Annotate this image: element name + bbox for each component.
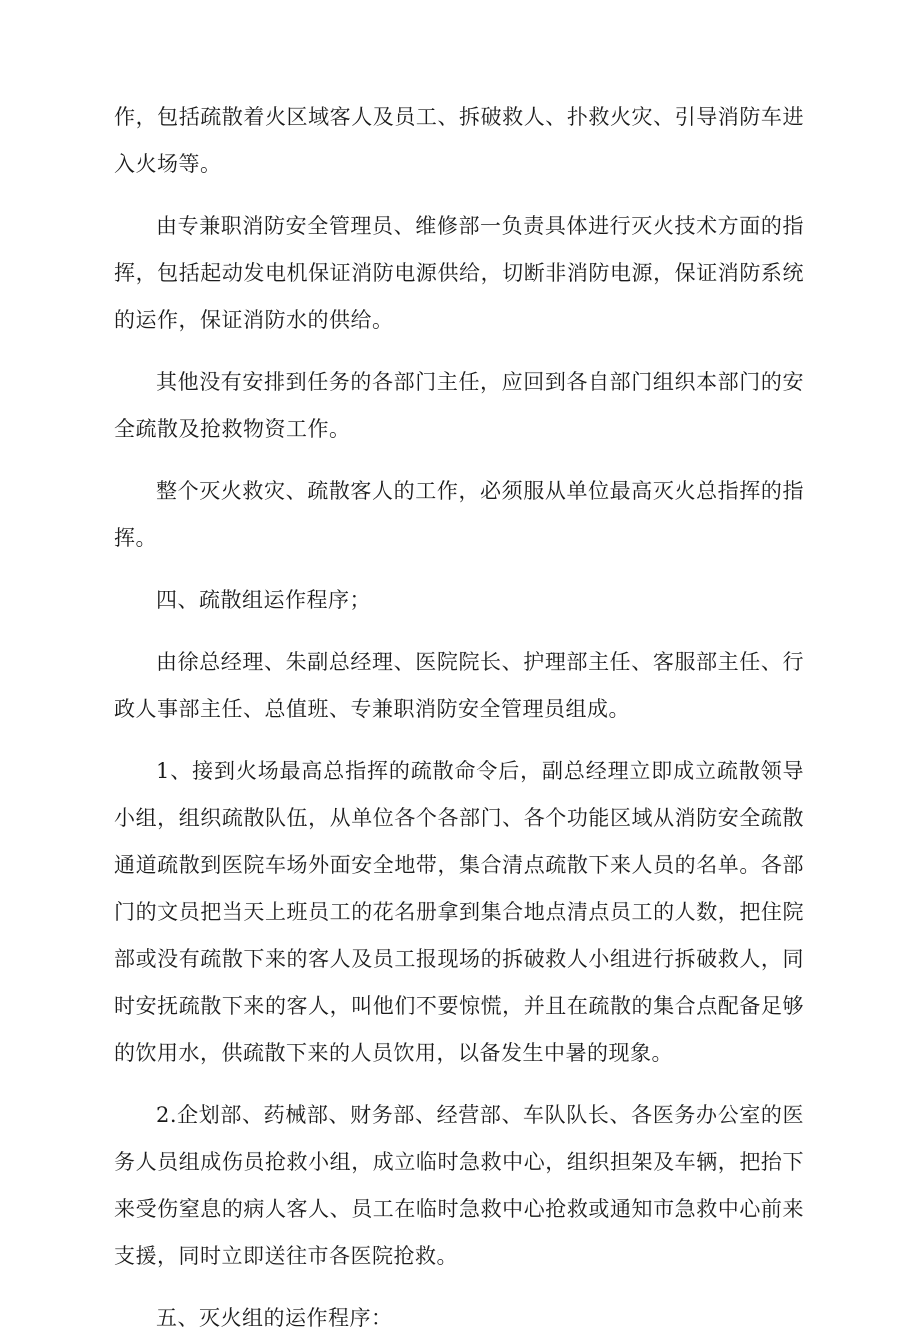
paragraph-evacuation-step-1: 1、接到火场最高总指挥的疏散命令后，副总经理立即成立疏散领导小组，组织疏散队伍，从单位各个各部门、各个功能区域从消防安全疏散通道疏散到医院车场外面安全地带，集合清点疏散下来人员的名单。各部门的文员把当天上班员工的花名册拿到集合地点清点员工的人数，把住院部或没有疏散下来的客人及员工报现场的拆破救人小组进行拆破救人，同时安抚疏散下来的客人，叫他们不要惊慌，并且在疏散的集合点配备足够的饮用水，供疏散下来的人员饮用，以备发生中暑的现象。	[114, 759, 804, 1065]
section-heading-evacuation: 四、疏散组运作程序；	[156, 588, 371, 612]
paragraph-maintenance-duties: 由专兼职消防安全管理员、维修部一负责具体进行灭火技术方面的指挥，包括起动发电机保证消防电源供给，切断非消防电源，保证消防系统的运作，保证消防水的供给。	[114, 214, 804, 332]
paragraph-continuation: 作，包括疏散着火区域客人及员工、拆破救人、扑救火灾、引导消防车进入火场等。	[114, 105, 804, 176]
paragraph-command-rule: 整个灭火救灾、疏散客人的工作，必须服从单位最高灭火总指挥的指挥。	[114, 479, 804, 550]
paragraph-other-departments: 其他没有安排到任务的各部门主任，应回到各自部门组织本部门的安全疏散及抢救物资工作。	[114, 370, 804, 441]
section-heading-firefighting: 五、灭火组的运作程序：	[156, 1306, 393, 1330]
document-body	[114, 94, 804, 1342]
paragraph-evacuation-members: 由徐总经理、朱副总经理、医院院长、护理部主任、客服部主任、行政人事部主任、总值班、专兼职消防安全管理员组成。	[114, 650, 804, 721]
paragraph-evacuation-step-2: 2.企划部、药械部、财务部、经营部、车队队长、各医务办公室的医务人员组成伤员抢救小组，成立临时急救中心，组织担架及车辆，把抬下来受伤窒息的病人客人、员工在临时急救中心抢救或通知市急救中心前来支援，同时立即送往市各医院抢救。	[114, 1103, 804, 1268]
